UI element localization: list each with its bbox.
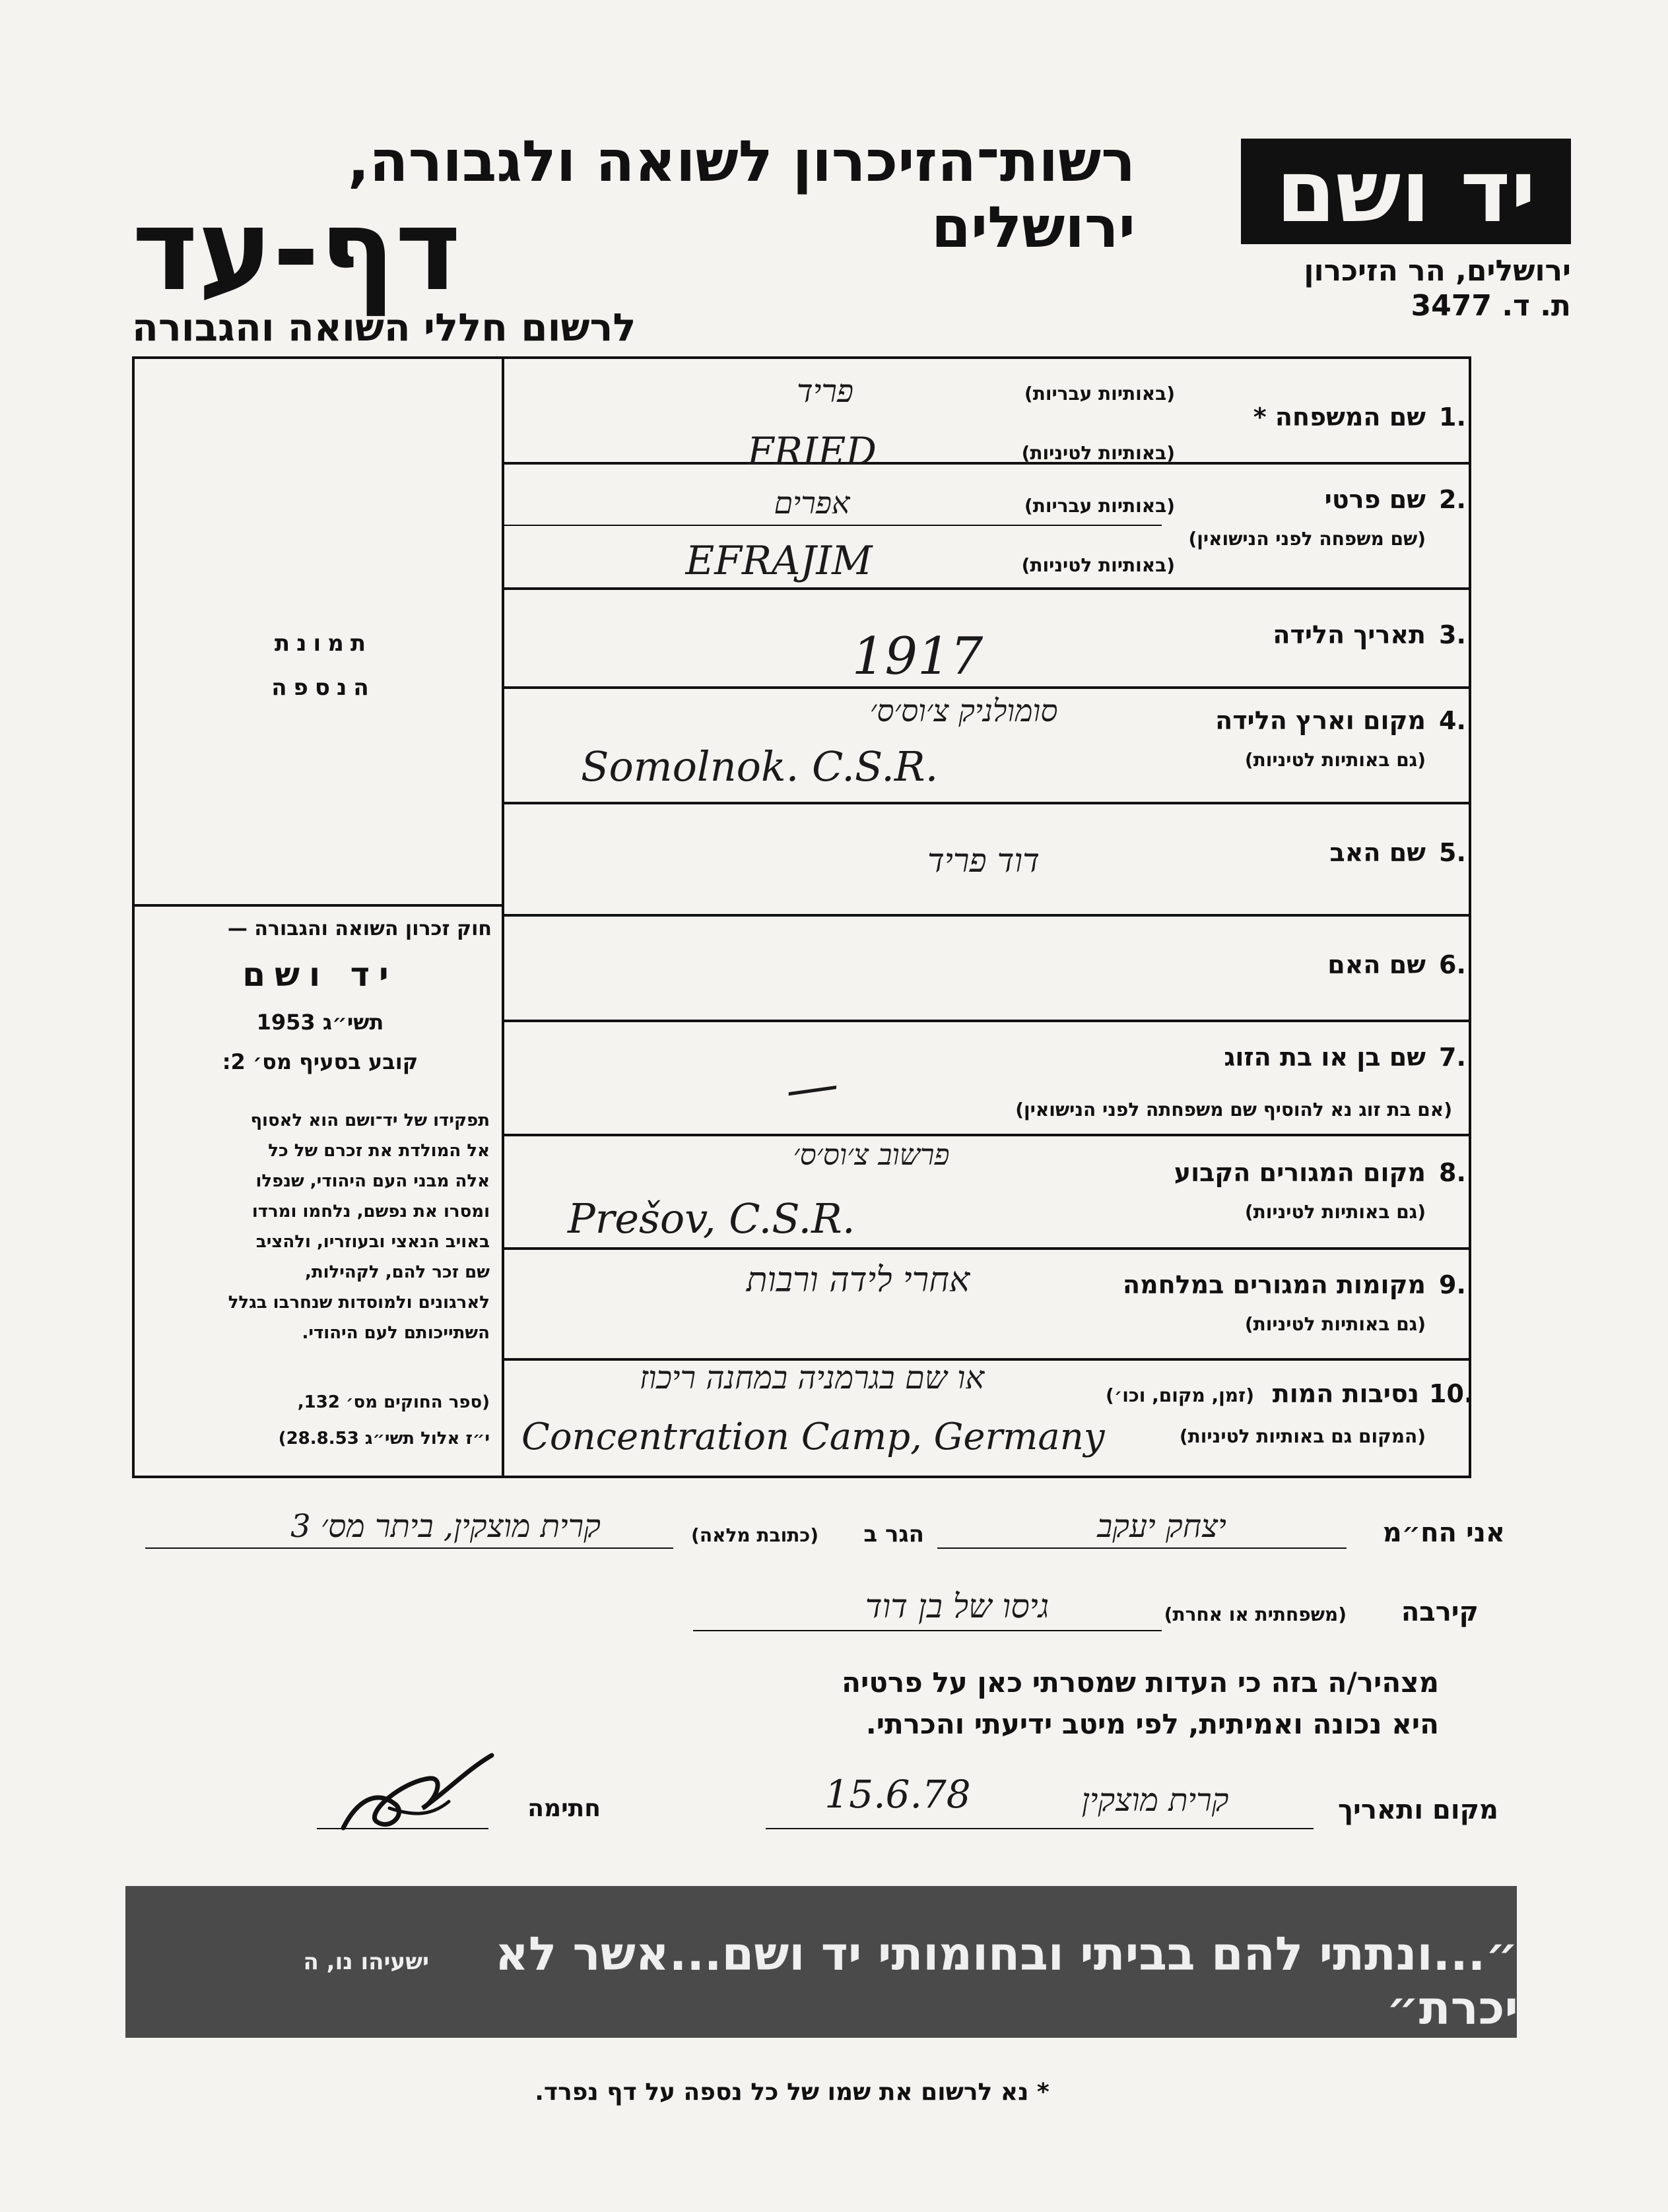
field-1-value-latin: FRIED — [747, 429, 877, 474]
place-date-label: מקום ותאריך — [1337, 1795, 1498, 1825]
row-sep — [502, 914, 1471, 917]
field-7-label: שם בן או בת הזוג — [1224, 1043, 1426, 1072]
form-title: דף-עד — [132, 185, 461, 316]
witness-relation-line — [693, 1630, 1162, 1631]
law-line: אלה מבני העם היהודי, שנפלו — [255, 1171, 490, 1191]
field-4-label: מקום וארץ הלידה — [1215, 706, 1426, 735]
witness-name-line — [937, 1547, 1347, 1549]
field-5-value: דוד פריד — [927, 841, 1040, 880]
photo-label-1: תמונת — [274, 630, 373, 657]
law-line: לארגונים ולמוסדות שנחרבו בגלל — [228, 1293, 490, 1313]
po-box: ת. ד. 3477 — [1411, 289, 1571, 323]
row-sep — [502, 587, 1471, 590]
field-8-label: מקום המגורים הקבוע — [1174, 1158, 1426, 1187]
witness-resident-label: הגר ב — [863, 1521, 924, 1547]
witness-i-label: אני הח״מ — [1382, 1518, 1505, 1548]
field-2-number: 2. — [1439, 485, 1466, 514]
witness-place: קרית מוצקין — [1081, 1782, 1229, 1819]
frame-bottom — [132, 1476, 1471, 1478]
field-7-value: — — [781, 1052, 843, 1121]
hint-also-latin: (גם באותיות לטיניות) — [1244, 1201, 1426, 1223]
field-4-value-hebrew: סומולניק צ׳וס׳ס׳ — [869, 693, 1058, 729]
field-8-value-latin: Prešov, C.S.R. — [568, 1194, 855, 1243]
hint-latin: (באותיות לטיניות) — [1021, 554, 1175, 576]
frame-left — [132, 356, 135, 1478]
field-2-label: שם פרטי — [1324, 485, 1426, 514]
signature-mark — [330, 1742, 502, 1848]
field-1-number: 1. — [1439, 403, 1466, 432]
law-year: תשי״ג 1953 — [256, 1010, 384, 1035]
row-sep — [502, 525, 1162, 526]
address: ירושלים, הר הזיכרון — [1304, 254, 1571, 288]
law-line: באויב הנאצי ובעוזריו, ולהציב — [255, 1232, 490, 1252]
row-sep — [502, 1134, 1471, 1136]
yad-vashem-logo: יד ושם — [1241, 139, 1571, 244]
field-10-value-latin: Concentration Camp, Germany — [521, 1415, 1105, 1458]
field-9-value: אחרי לידה ורבות — [746, 1260, 970, 1300]
quote-banner — [125, 1886, 1517, 2038]
witness-address-line — [145, 1547, 673, 1549]
field-10-value-hebrew: או שם בגרמניה במחנה ריכוז — [639, 1359, 985, 1396]
law-source: (ספר החוקים מס׳ 132, — [297, 1392, 490, 1412]
witness-relation-hint: (משפחתית או אחרת) — [1164, 1604, 1347, 1625]
field-3-label: תאריך הלידה — [1273, 620, 1426, 649]
law-line: תפקידו של יד־ושם הוא לאסוף — [250, 1111, 490, 1130]
law-section: קובע בסעיף מס׳ 2: — [222, 1049, 418, 1074]
field-5-label: שם האב — [1329, 838, 1426, 867]
field-8-value-hebrew: פרשוב צ׳וס׳ס׳ — [793, 1138, 950, 1172]
witness-relation: גיסו של בן דוד — [865, 1587, 1050, 1625]
row-sep — [502, 1020, 1471, 1022]
field-8-number: 8. — [1439, 1158, 1466, 1187]
field-4-number: 4. — [1439, 706, 1466, 735]
field-3-number: 3. — [1439, 620, 1466, 649]
declaration-line-2: היא נכונה ואמיתית, לפי מיטב ידיעתי והכרתי. — [865, 1708, 1439, 1740]
field-10-label-note: (זמן, מקום, וכו׳) — [1106, 1384, 1254, 1406]
witness-date: 15.6.78 — [824, 1772, 971, 1817]
law-name: יד ושם — [242, 956, 398, 994]
witness-address-hint: (כתובת מלאה) — [691, 1524, 818, 1546]
field-2-value-hebrew: אפרים — [774, 485, 850, 521]
form-subtitle: לרשום חללי השואה והגבורה — [132, 305, 636, 350]
row-sep — [502, 1247, 1471, 1250]
law-line: אל המולדת את זכרם של כל — [268, 1141, 490, 1161]
hint-hebrew: (באותיות עבריות) — [1024, 495, 1175, 517]
authority-name: רשות־הזיכרון לשואה ולגבורה, ירושלים — [347, 129, 1135, 261]
place-date-line — [766, 1828, 1314, 1829]
law-line: שם זכר להם, לקהילות, — [304, 1262, 490, 1282]
field-5-number: 5. — [1439, 838, 1466, 867]
field-9-label: מקומות המגורים במלחמה — [1122, 1270, 1426, 1299]
field-2-value-latin: EFRAJIM — [685, 538, 873, 584]
law-date: י״ז אלול תשי״ג 28.8.53) — [278, 1429, 490, 1448]
law-text — [153, 1105, 490, 1348]
hint-also-latin: (גם באותיות לטיניות) — [1244, 1313, 1426, 1335]
law-line: ומסרו את נפשם, נלחמו ומרדו — [251, 1202, 490, 1221]
field-6-number: 6. — [1439, 950, 1466, 979]
law-title: חוק זכרון השואה והגבורה — — [227, 917, 492, 940]
field-7-note: (אם בת זוג נא להוסיף שם משפחתה לפני הנישואין) — [1015, 1099, 1452, 1121]
footnote: * נא לרשום את שמו של כל נספה על דף נפרד. — [535, 2079, 1050, 2106]
field-9-number: 9. — [1439, 1270, 1466, 1299]
field-7-number: 7. — [1439, 1043, 1466, 1072]
field-3-value: 1917 — [851, 627, 984, 686]
hint-hebrew: (באותיות עבריות) — [1024, 383, 1175, 405]
hint-also-latin: (גם באותיות לטיניות) — [1244, 749, 1426, 771]
field-10-note: (המקום גם באותיות לטיניות) — [1179, 1425, 1426, 1447]
photo-box-bottom — [132, 904, 503, 907]
field-10-number: 10. — [1429, 1379, 1474, 1408]
banner-quote: ״...ונתתי להם בביתי ובחומותי יד ושם...אשר לא יכרת״ — [494, 1927, 1518, 2035]
row-sep — [502, 686, 1471, 689]
field-2-note: (שם משפחה לפני הנישואין) — [1188, 528, 1426, 550]
field-10-label: נסיבות המות — [1272, 1379, 1419, 1408]
witness-relation-label: קירבה — [1401, 1597, 1479, 1627]
field-4-value-latin: Somolnok. C.S.R. — [581, 742, 939, 791]
field-6-label: שם האם — [1327, 950, 1426, 979]
witness-address: קרית מוצקין, ביתר מס׳ 3 — [290, 1508, 601, 1545]
signature-label: חתימה — [527, 1795, 601, 1822]
row-sep — [502, 802, 1471, 804]
field-1-value-hebrew: פריד — [796, 373, 854, 410]
field-1-label: שם המשפחה * — [1253, 403, 1426, 432]
photo-label-2: הנספה — [271, 674, 376, 701]
declaration-line-1: מצהיר/ה בזה כי העדות שמסרתי כאן על פרטיה — [842, 1666, 1439, 1699]
witness-name: יצחק יעקב — [1097, 1508, 1226, 1545]
frame-right — [1469, 356, 1471, 1478]
hint-latin: (באותיות לטיניות) — [1021, 442, 1175, 464]
frame-top — [132, 356, 1471, 359]
law-line: השתייכותם לעם היהודי. — [302, 1323, 490, 1343]
banner-source: ישעיהו נו, ה — [303, 1949, 429, 1975]
